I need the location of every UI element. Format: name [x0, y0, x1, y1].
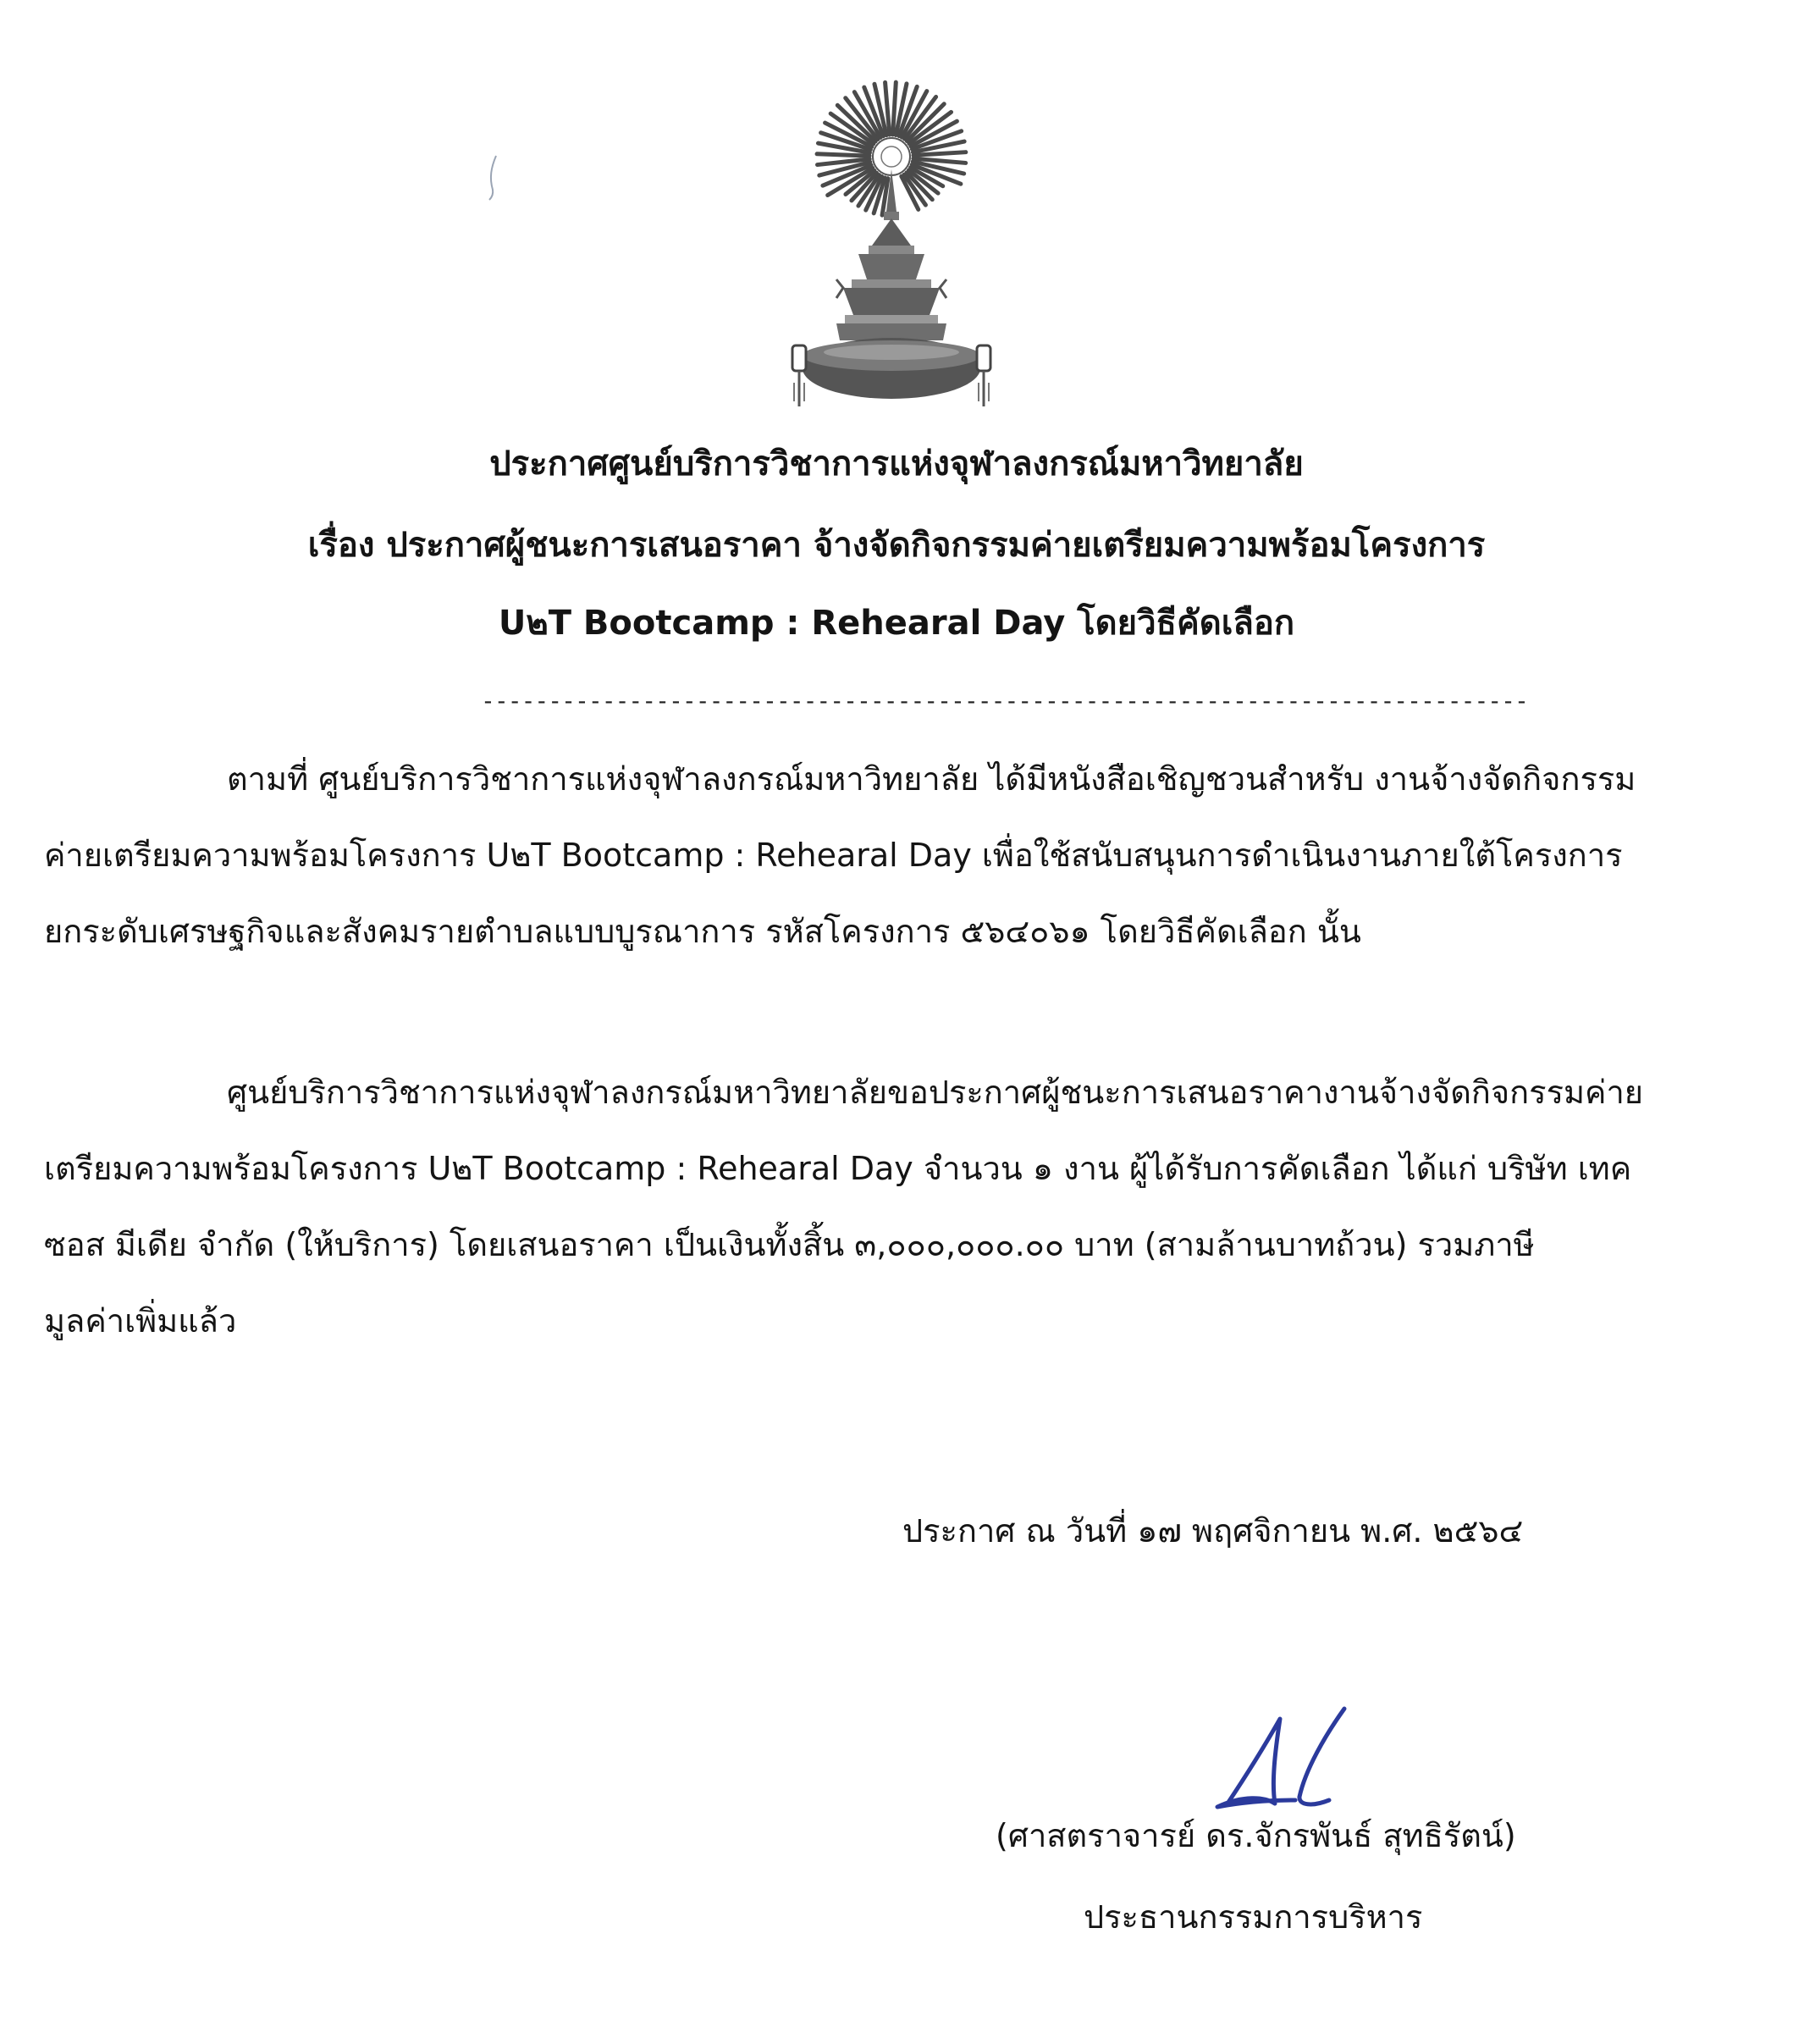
paragraph-1-line: ค่ายเตรียมความพร้อมโครงการ U๒T Bootcamp : Rehearal Day เพื่อใช้สนับสนุนการดำเนินงานภายใต้โครงการ — [44, 837, 1623, 874]
paragraph-1-line: ยกระดับเศรษฐกิจและสังคมรายตำบลแบบบูรณาการ รหัสโครงการ ๕๖๔๐๖๑ โดยวิธีคัดเลือก นั้น — [44, 913, 1361, 950]
scan-mark-icon — [484, 152, 505, 203]
emblem-ray — [893, 82, 896, 135]
paragraph-2-line: ซอส มีเดีย จำกัด (ให้บริการ) โดยเสนอราคา เป็นเงินทั้งสิ้น ๓,๐๐๐,๐๐๐.๐๐ บาท (สามล้านบาทถ้วน) รวมภาษี — [44, 1226, 1535, 1263]
separator-line: ------------------------------------------------------------------------------ — [481, 687, 1528, 715]
signer-name: (ศาสตราจารย์ ดร.จักรพันธ์ สุทธิรัตน์) — [996, 1817, 1516, 1854]
paragraph-2-line: เตรียมความพร้อมโครงการ U๒T Bootcamp : Rehearal Day จำนวน ๑ งาน ผู้ได้รับการคัดเลือก ได้แก่ บริษัท เทค — [44, 1150, 1632, 1187]
signer-title: ประธานกรรมการบริหาร — [1084, 1898, 1423, 1936]
emblem-ray — [913, 152, 966, 156]
emblem-ray — [817, 154, 869, 156]
paragraph-2-line: มูลค่าเพิ่มแล้ว — [44, 1302, 237, 1340]
announcement-subject: เรื่อง ประกาศผู้ชนะการเสนอราคา จ้างจัดกิจกรรมค่ายเตรียมความพร้อมโครงการ — [307, 526, 1486, 565]
announcement-date: ประกาศ ณ วันที่ ๑๗ พฤศจิกายน พ.ศ. ๒๕๖๔ — [902, 1512, 1524, 1550]
paragraph-1-line: ตามที่ ศูนย์บริการวิชาการแห่งจุฬาลงกรณ์มหาวิทยาลัย ได้มีหนังสือเชิญชวนสำหรับ งานจ้างจัดกิจกรรม — [227, 760, 1636, 798]
chulalongkorn-emblem-icon — [777, 76, 1006, 432]
signature-icon — [1194, 1702, 1354, 1829]
announcement-subject-continued: U๒T Bootcamp : Rehearal Day โดยวิธีคัดเลือก — [498, 604, 1295, 643]
paragraph-2-line: ศูนย์บริการวิชาการแห่งจุฬาลงกรณ์มหาวิทยาลัยขอประกาศผู้ชนะการเสนอราคางานจ้างจัดกิจกรรมค่าย — [227, 1074, 1644, 1111]
announcement-title: ประกาศศูนย์บริการวิชาการแห่งจุฬาลงกรณ์มหาวิทยาลัย — [489, 445, 1304, 483]
